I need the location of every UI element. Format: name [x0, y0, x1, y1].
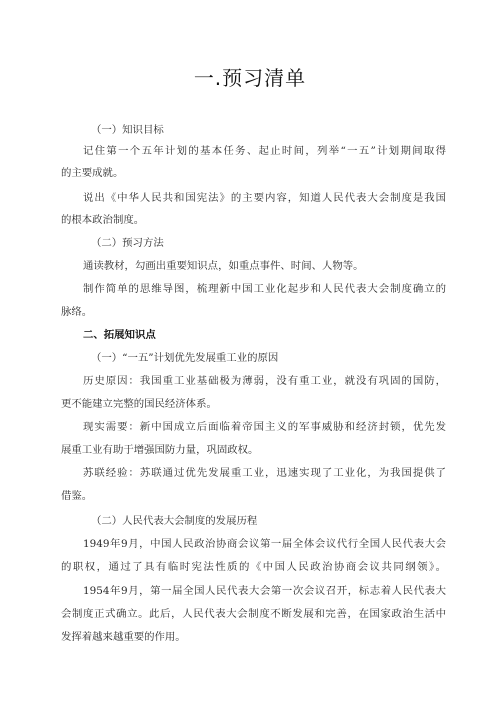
- paragraph-line: 通读教材，勾画出重要知识点，如重点事件、时间、人物等。: [83, 260, 364, 272]
- paragraph-line: 展重工业有助于增强国防力量，巩固政权。: [61, 444, 259, 456]
- subheading-preview-method: （二）预习方法: [91, 237, 164, 249]
- paragraph-line: 的根本政治制度。: [61, 214, 145, 226]
- paragraph-line: 脉络。: [61, 306, 93, 318]
- paragraph-line: 1949年9月，中国人民政治协商会议第一届全体会议代行全国人民代表大会: [83, 538, 446, 550]
- paragraph-line: 苏联经验：苏联通过优先发展重工业，迅速实现了工业化，为我国提供了: [83, 467, 446, 479]
- subheading-npc-history: （二）人民代表大会制度的发展历程: [91, 515, 258, 527]
- paragraph-line: 记住第一个五年计划的基本任务、起止时间，列举“一五”计划期间取得: [83, 145, 446, 157]
- paragraph-line: 历史原因：我国重工业基础极为薄弱，没有重工业，就没有巩固的国防，: [83, 375, 446, 387]
- paragraph-line: 借鉴。: [61, 490, 93, 502]
- paragraph-line: 制作简单的思维导图，梳理新中国工业化起步和人民代表大会制度确立的: [83, 283, 446, 295]
- subheading-heavy-industry-reasons: （一）“一五”计划优先发展重工业的原因: [91, 352, 279, 364]
- paragraph-line: 的职权，通过了具有临时宪法性质的《中国人民政治协商会议共同纲领》。: [61, 561, 446, 573]
- page-title: 一.预习清单: [193, 66, 307, 90]
- paragraph-line: 更不能建立完整的国民经济体系。: [61, 398, 217, 410]
- paragraph-line: 1954年9月，第一届全国人民代表大会第一次会议召开，标志着人民代表大: [83, 585, 446, 597]
- paragraph-line: 现实需要：新中国成立后面临着帝国主义的军事威胁和经济封锁，优先发: [83, 421, 446, 433]
- paragraph-line: 的主要成就。: [61, 167, 124, 179]
- subheading-knowledge-goals: （一）知识目标: [91, 124, 164, 136]
- paragraph-line: 说出《中华人民共和国宪法》的主要内容，知道人民代表大会制度是我国: [83, 192, 446, 204]
- paragraph-line: 发挥着越来越重要的作用。: [61, 631, 186, 643]
- paragraph-line: 会制度正式确立。此后，人民代表大会制度不断发展和完善，在国家政治生活中: [61, 608, 446, 620]
- section-heading-extended-knowledge: 二、拓展知识点: [83, 329, 156, 341]
